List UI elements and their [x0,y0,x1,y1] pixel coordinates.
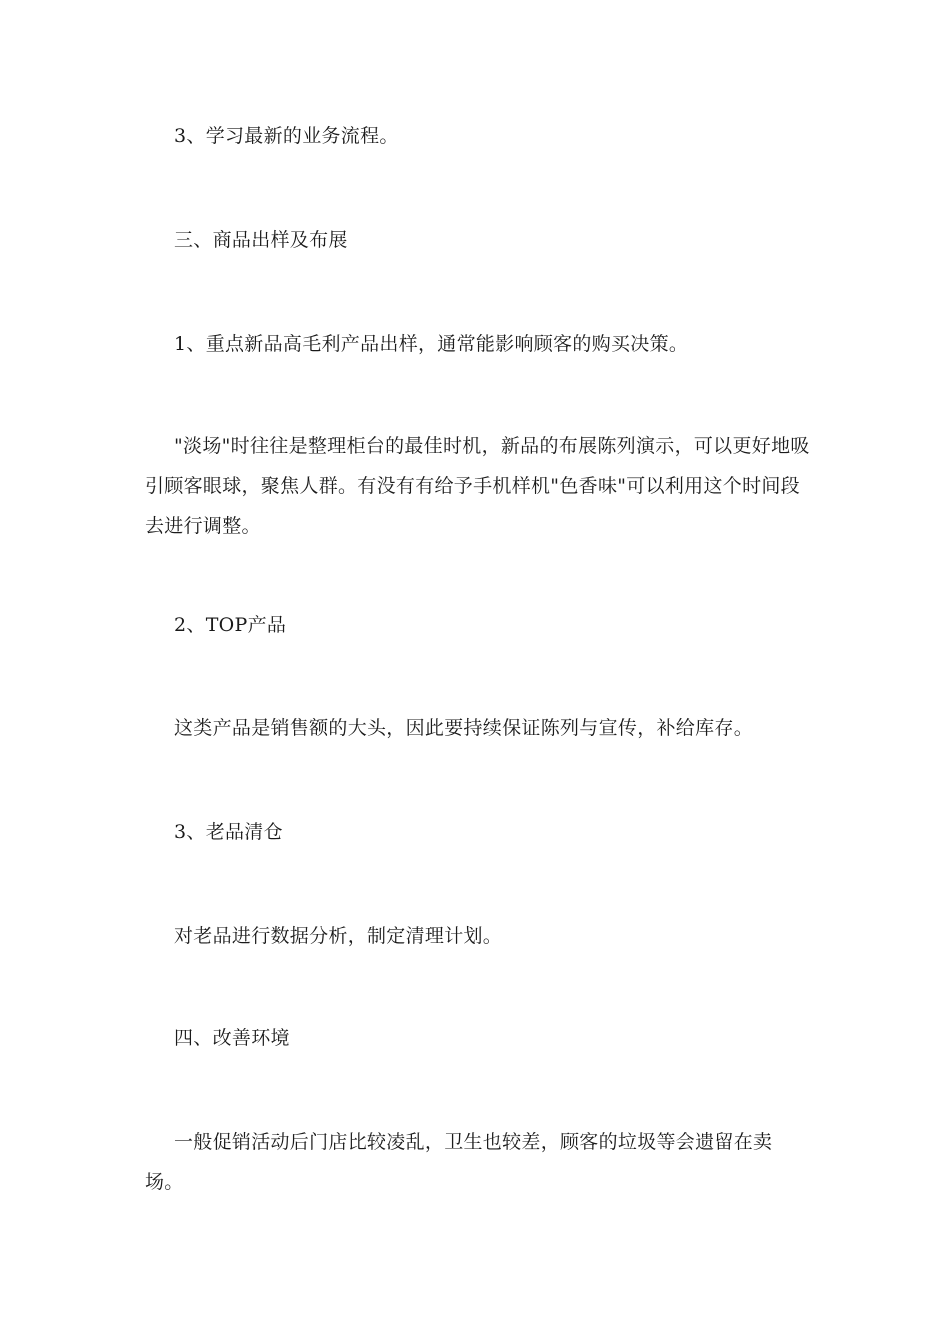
section-heading-product-display: 三、商品出样及布展 [174,229,348,251]
section-heading-improve-environment: 四、改善环境 [174,1027,290,1049]
list-item-top-products: 2、TOP产品 [174,614,287,636]
list-item-new-products: 1、重点新品高毛利产品出样，通常能影响顾客的购买决策。 [174,333,689,355]
list-item-learn-process: 3、学习最新的业务流程。 [174,125,399,147]
paragraph-top-products: 这类产品是销售额的大头，因此要持续保证陈列与宣传，补给库存。 [174,717,754,739]
paragraph-old-stock: 对老品进行数据分析，制定清理计划。 [174,925,503,947]
paragraph-store-condition: 一般促销活动后门店比较凌乱，卫生也较差，顾客的垃圾等会遗留在卖场。 [145,1131,773,1193]
paragraph-off-peak-display: "淡场"时往往是整理柜台的最佳时机，新品的布展陈列演示，可以更好地吸引顾客眼球，聚焦人群。有没有有给予手机样机"色香味"可以利用这个时间段去进行调整。 [145,435,810,537]
list-item-old-stock-clearance: 3、老品清仓 [174,821,283,843]
